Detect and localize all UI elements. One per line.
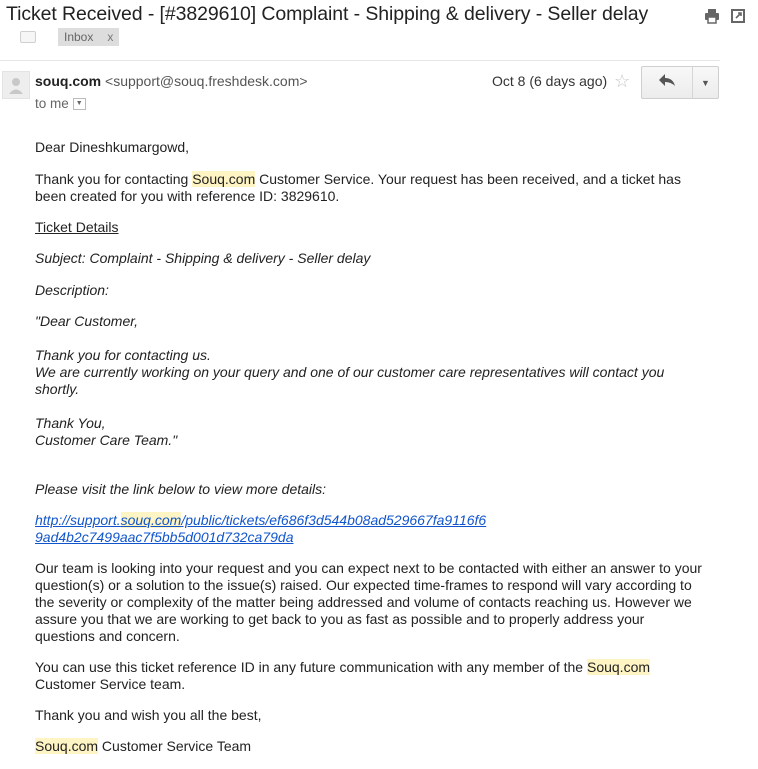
ticket-subject: Subject: Complaint - Shipping & delivery - Seller delay xyxy=(35,250,371,266)
sender-email: <support@souq.freshdesk.com> xyxy=(105,73,308,89)
top-actions xyxy=(704,8,746,24)
new-window-icon[interactable] xyxy=(730,8,746,24)
signature: Souq.com Customer Service Team xyxy=(35,738,252,754)
brand-highlight: Souq.com xyxy=(586,659,651,675)
ticket-link[interactable]: http://support.souq.com/public/tickets/ef686f3d544b08ad529667fa9116f6 9ad4b2c7499aac7f5bb5d001d732ca79da xyxy=(35,512,487,545)
label-name: Inbox xyxy=(64,30,94,44)
sender-line xyxy=(35,73,308,89)
ticket-details-heading: Ticket Details xyxy=(35,219,119,235)
quote-line-3: Thank You, xyxy=(35,415,106,431)
recipient-line xyxy=(35,96,86,111)
email-body xyxy=(35,139,705,755)
paragraph-team: Our team is looking into your request and you can expect next to be contacted with either an answer to your question(s) or a solution to the issue(s) raised. Our expected time-frames to respond will vary according to the severity or complexity of the matter being addressed and volume of contacts reaching us. However we assure you that we are working to get back to you as fast as possible and to properly address your questions and concern. xyxy=(35,560,702,644)
brand-highlight: Souq.com xyxy=(192,171,256,187)
label-chip-inbox[interactable] xyxy=(58,28,119,46)
quote-line-2: We are currently working on your query and one of our customer care representatives will contact you shortly. xyxy=(35,364,665,397)
subject-bar xyxy=(6,2,746,28)
sender-name[interactable]: souq.com xyxy=(35,73,102,89)
brand-highlight: Souq.com xyxy=(35,738,99,754)
show-details-dropdown[interactable]: ▼ xyxy=(73,98,86,110)
closing: Thank you and wish you all the best, xyxy=(35,707,262,723)
more-dropdown-button[interactable] xyxy=(693,67,718,98)
recipient-text: to me xyxy=(35,96,69,111)
label-row xyxy=(20,28,119,46)
email-subject: Ticket Received - [#3829610] Complaint - Shipping & delivery - Seller delay xyxy=(6,3,649,25)
print-icon[interactable] xyxy=(704,8,720,24)
importance-marker-icon[interactable] xyxy=(20,31,36,43)
reply-button[interactable] xyxy=(642,67,693,98)
quote-greeting: "Dear Customer, xyxy=(35,313,139,329)
visit-text: Please visit the link below to view more details: xyxy=(35,481,327,497)
email-date: Oct 8 (6 days ago) xyxy=(492,73,608,89)
reply-icon xyxy=(658,73,676,92)
paragraph-reference: You can use this ticket reference ID in any future communication with any member of the Souq.com Customer Service team. xyxy=(35,659,651,692)
reply-button-group xyxy=(641,66,719,99)
paragraph-intro: Thank you for contacting Souq.com Customer Service. Your request has been received, and a ticket has been created for you with reference ID: 3829610. xyxy=(35,171,681,204)
avatar xyxy=(2,71,30,99)
ticket-link-block xyxy=(35,512,705,546)
chevron-down-icon: ▼ xyxy=(701,77,710,88)
star-icon[interactable]: ☆ xyxy=(614,71,631,91)
greeting: Dear Dineshkumargowd, xyxy=(35,139,190,155)
header-divider xyxy=(0,60,720,61)
quote-line-1: Thank you for contacting us. xyxy=(35,347,211,363)
remove-label-button[interactable]: x xyxy=(107,30,114,44)
description-label: Description: xyxy=(35,282,109,298)
quote-line-4: Customer Care Team." xyxy=(35,432,178,448)
